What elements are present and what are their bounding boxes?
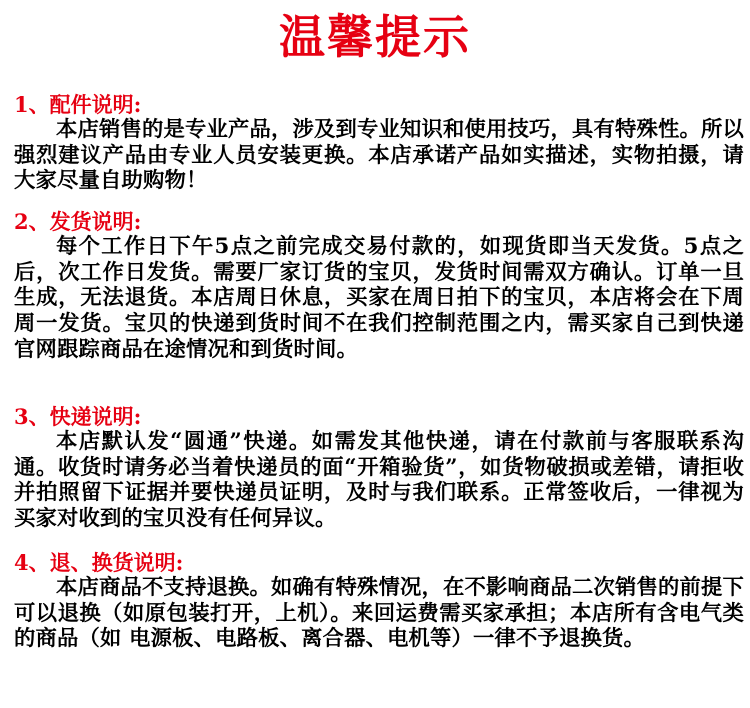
section-courier-notice bbox=[14, 405, 744, 532]
section-heading: 4、退、换货说明: bbox=[14, 550, 184, 575]
section-parts-notice bbox=[14, 93, 744, 194]
section-heading: 1、配件说明: bbox=[14, 92, 142, 117]
section-shipping-notice bbox=[14, 210, 744, 363]
page-title: 温馨提示 bbox=[279, 10, 471, 64]
section-body: 每个工作日下午5点之前完成交易付款的，如现货即当天发货。5点之后，次工作日发货。需要厂家订货的宝贝，发货时间需双方确认。订单一旦生成，无法退货。本店周日休息，买家在周日拍下的宝贝，本店将会在下周周一发货。宝贝的快递到货时间不在我们控制范围之内，需买家自己到快递官网跟踪商品在途情况和到货时间。 bbox=[14, 234, 744, 362]
section-body: 本店商品不支持退换。如确有特殊情况，在不影响商品二次销售的前提下可以退换（如原包装打开，上机）。来回运费需买家承担；本店所有含电气类的商品（如 电源板、电路板、离合器、电机等）一律不予退换货。 bbox=[14, 575, 744, 652]
section-body: 本店默认发“圆通”快递。如需发其他快递，请在付款前与客服联系沟通。收货时请务必当着快递员的面“开箱验货”，如货物破损或差错，请拒收并拍照留下证据并要快递员证明，及时与我们联系。正常签收后，一律视为买家对收到的宝贝没有任何异议。 bbox=[14, 429, 744, 532]
section-body: 本店销售的是专业产品，涉及到专业知识和使用技巧，具有特殊性。所以强烈建议产品由专业人员安装更换。本店承诺产品如实描述，实物拍摄，请大家尽量自助购物！ bbox=[14, 117, 744, 194]
section-return-notice bbox=[14, 551, 744, 652]
section-heading: 2、发货说明: bbox=[14, 209, 142, 234]
section-heading: 3、快递说明: bbox=[14, 404, 142, 429]
